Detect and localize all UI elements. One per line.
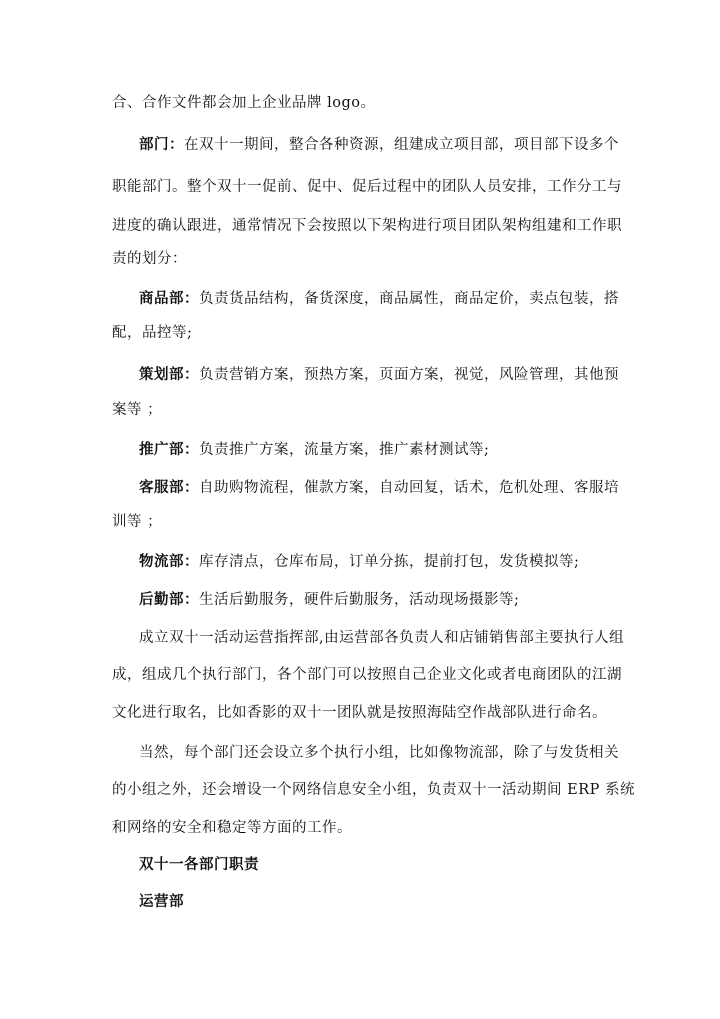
paragraph-line: 成，组成几个执行部门，各个部门可以按照自己企业文化或者电商团队的江湖	[112, 667, 622, 683]
paragraph-line: 文化进行取名，比如香影的双十一团队就是按照海陆空作战部队进行命名。	[112, 705, 607, 721]
dept-label: 部门：	[139, 136, 184, 153]
promotion-text: 负责推广方案，流量方案，推广素材测试等;	[199, 442, 490, 458]
goods-text: 负责货品结构，备货深度，商品属性，商品定价，卖点包装，搭	[199, 291, 619, 307]
dept-text: 在双十一期间，整合各种资源，组建成立项目部，项目部下设多个	[184, 137, 619, 153]
paragraph-line: 配，品控等;	[112, 325, 193, 341]
paragraph-line: 进度的确认跟进，通常情况下会按照以下架构进行项目团队架构组建和工作职	[112, 218, 622, 234]
paragraph-line	[139, 590, 519, 610]
section-heading: 运营部	[139, 893, 184, 910]
paragraph-line	[139, 478, 619, 498]
paragraph-line: 职能部门。整个双十一促前、促中、促后过程中的团队人员安排，工作分工与	[112, 179, 622, 195]
paragraph-line	[139, 365, 619, 385]
paragraph-line: 的小组之外，还会增设一个网络信息安全小组，负责双十一活动期间 ERP 系统	[112, 782, 635, 798]
goods-label: 商品部：	[139, 290, 199, 307]
paragraph-line: 合、合作文件都会加上企业品牌 logo。	[112, 95, 376, 111]
paragraph-line: 成立双十一活动运营指挥部,由运营部各负责人和店铺销售部主要执行人组	[139, 630, 625, 646]
planning-text: 负责营销方案，预热方案，页面方案，视觉，风险管理，其他预	[199, 367, 619, 383]
paragraph-line	[139, 440, 489, 460]
paragraph-line: 当然，每个部门还会设立多个执行小组，比如像物流部，除了与发货相关	[139, 745, 619, 761]
paragraph-line: 训等 ；	[112, 514, 163, 530]
service-text: 自助购物流程，催款方案，自动回复，话术，危机处理、客服培	[199, 480, 619, 496]
paragraph-line: 案等 ；	[112, 402, 163, 418]
paragraph-line: 责的划分：	[112, 251, 187, 267]
promotion-label: 推广部：	[139, 441, 199, 458]
paragraph-line	[139, 135, 619, 155]
section-heading: 双十一各部门职责	[139, 856, 259, 873]
paragraph-line: 和网络的安全和稳定等方面的工作。	[112, 820, 352, 836]
logistics-label: 物流部：	[139, 553, 199, 570]
support-label: 后勤部：	[139, 591, 199, 608]
support-text: 生活后勤服务，硬件后勤服务，活动现场摄影等;	[199, 592, 520, 608]
planning-label: 策划部：	[139, 366, 199, 383]
logistics-text: 库存清点，仓库布局，订单分拣，提前打包，发货模拟等;	[199, 554, 580, 570]
paragraph-line	[139, 552, 579, 572]
paragraph-line	[139, 289, 619, 309]
service-label: 客服部：	[139, 479, 199, 496]
